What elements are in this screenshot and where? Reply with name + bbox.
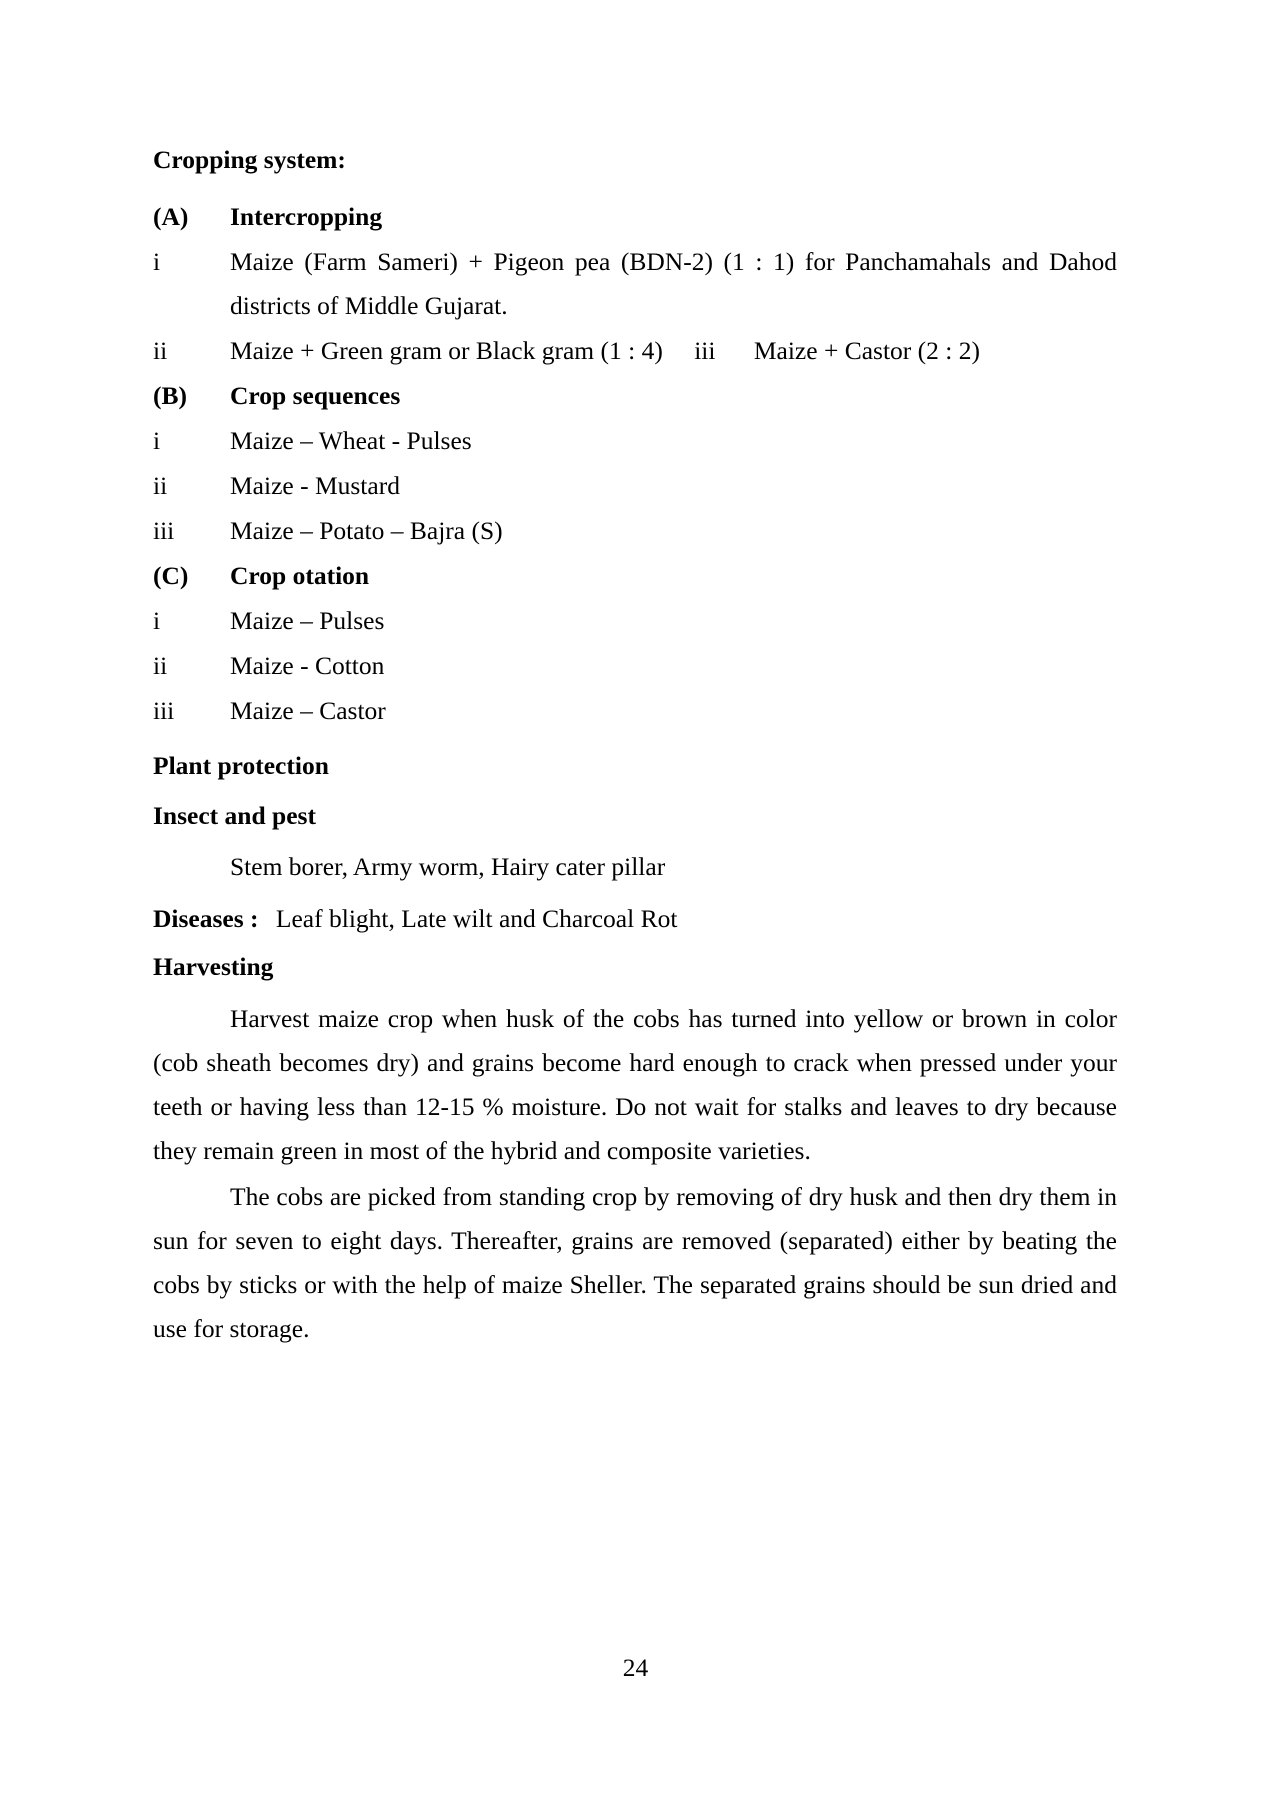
group-header-crop-rotation xyxy=(153,554,1117,598)
list-item-marker: ii xyxy=(153,336,168,365)
group-title: Crop otation xyxy=(230,561,370,590)
list-item-marker: i xyxy=(153,606,161,635)
section-heading-harvesting: Harvesting xyxy=(153,952,274,981)
list-item-text: Maize + Castor (2 : 2) xyxy=(753,336,980,365)
list-item xyxy=(153,240,1117,328)
list-item-marker: iii xyxy=(694,336,716,365)
list-item xyxy=(153,644,1117,688)
harvesting-paragraph: Harvest maize crop when husk of the cobs has turned into yellow or brown in color (cob sheath becomes dry) and grains become hard enough to crack when pressed under your teeth or having less than 12-15 % moisture. Do not wait for stalks and leaves to dry because they remain green in most of the hybrid and composite varieties. xyxy=(153,1004,1117,1165)
list-item-text: Maize - Mustard xyxy=(230,471,400,500)
diseases-label: Diseases : xyxy=(153,904,259,933)
section-heading-insect-and-pest: Insect and pest xyxy=(153,801,316,830)
list-item-text: Maize – Pulses xyxy=(230,606,385,635)
group-header-crop-sequences xyxy=(153,374,1117,418)
list-item-marker: i xyxy=(153,426,161,455)
list-item-marker: iii xyxy=(153,696,175,725)
list-item-text: Maize – Wheat - Pulses xyxy=(230,426,472,455)
group-label: (B) xyxy=(153,381,187,410)
list-item xyxy=(153,464,1117,508)
list-item xyxy=(153,419,1117,463)
list-item xyxy=(153,509,1117,553)
list-item xyxy=(153,329,1117,373)
list-item-text: Maize – Castor xyxy=(230,696,386,725)
page-number: 24 xyxy=(622,1653,649,1682)
section-heading-cropping-system: Cropping system: xyxy=(153,145,346,174)
group-label: (A) xyxy=(153,202,189,231)
diseases-line xyxy=(153,897,1117,941)
list-item-text: Maize - Cotton xyxy=(230,651,385,680)
group-label: (C) xyxy=(153,561,189,590)
group-title: Crop sequences xyxy=(230,381,401,410)
list-item xyxy=(153,689,1117,733)
group-header-intercropping xyxy=(153,195,1117,239)
diseases-list: Leaf blight, Late wilt and Charcoal Rot xyxy=(275,904,678,933)
list-item-text: Maize (Farm Sameri) + Pigeon pea (BDN-2) (1 : 1) for Panchamahals and Dahod districts of Middle Gujarat. xyxy=(230,247,1117,320)
harvesting-paragraph: The cobs are picked from standing crop by removing of dry husk and then dry them in sun for seven to eight days. Thereafter, grains are removed (separated) either by beating the cobs by sticks or with the help of maize Sheller. The separated grains should be sun dried and use for storage. xyxy=(153,1182,1117,1343)
list-item-text: Maize – Potato – Bajra (S) xyxy=(230,516,503,545)
group-title: Intercropping xyxy=(230,202,383,231)
list-item xyxy=(153,599,1117,643)
list-item-text: Maize + Green gram or Black gram (1 : 4) xyxy=(230,336,663,365)
list-item-marker: iii xyxy=(153,516,175,545)
section-heading-plant-protection: Plant protection xyxy=(153,751,329,780)
list-item-marker: i xyxy=(153,247,161,276)
list-item-marker: ii xyxy=(153,471,168,500)
insect-pest-list: Stem borer, Army worm, Hairy cater pillar xyxy=(230,852,666,881)
list-item-marker: ii xyxy=(153,651,168,680)
